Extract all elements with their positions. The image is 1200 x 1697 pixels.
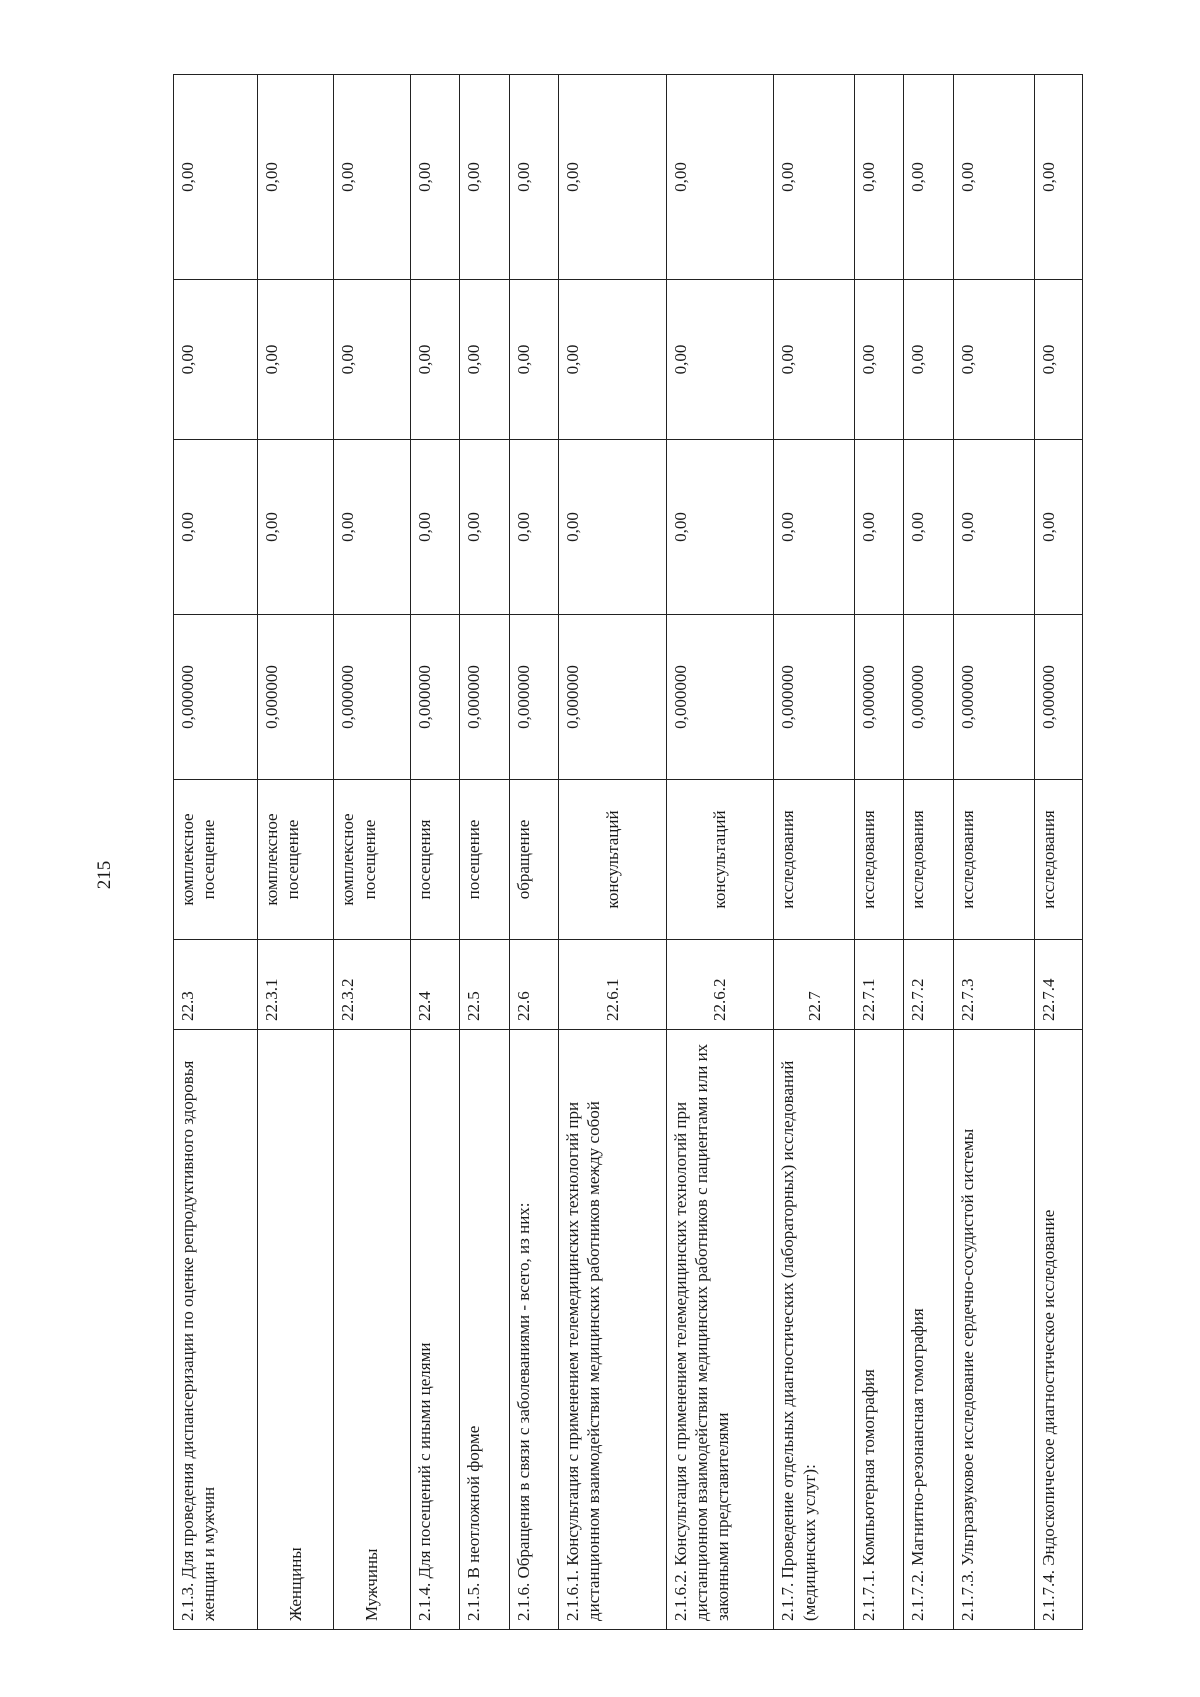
- row-value-1: 0,000000: [174, 615, 258, 780]
- row-value-1: 0,000000: [953, 615, 1034, 780]
- row-value-1: 0,000000: [258, 615, 334, 780]
- row-value-2: 0,00: [855, 440, 904, 615]
- row-name: Женщины: [258, 1030, 334, 1630]
- row-code: 22.7.2: [904, 940, 953, 1030]
- row-code: 22.7.3: [953, 940, 1034, 1030]
- row-value-4: 0,00: [666, 75, 774, 280]
- row-value-4: 0,00: [174, 75, 258, 280]
- row-name: 2.1.6.1. Консультация с применением телемедицинских технологий при дистанционном взаимодействии медицинских работников между собой: [558, 1030, 666, 1630]
- row-value-2: 0,00: [334, 440, 410, 615]
- row-unit: консультаций: [666, 780, 774, 940]
- row-unit: исследования: [855, 780, 904, 940]
- row-name: 2.1.4. Для посещений с иными целями: [410, 1030, 459, 1630]
- row-name: 2.1.6.2. Консультация с применением телемедицинских технологий при дистанционном взаимодействии медицинских работников с пациентами или их законными представителями: [666, 1030, 774, 1630]
- table-row: [410, 75, 459, 1630]
- row-value-3: 0,00: [774, 280, 855, 440]
- row-value-2: 0,00: [953, 440, 1034, 615]
- row-value-3: 0,00: [855, 280, 904, 440]
- row-name: 2.1.7.2. Магнитно-резонансная томография: [904, 1030, 953, 1630]
- row-code: 22.7.1: [855, 940, 904, 1030]
- row-value-4: 0,00: [855, 75, 904, 280]
- row-value-3: 0,00: [904, 280, 953, 440]
- row-unit: комплексное посещение: [334, 780, 410, 940]
- table-row: [334, 75, 410, 1630]
- table-row: [1034, 75, 1082, 1630]
- row-code: 22.4: [410, 940, 459, 1030]
- row-value-4: 0,00: [460, 75, 509, 280]
- row-unit: исследования: [774, 780, 855, 940]
- row-value-2: 0,00: [774, 440, 855, 615]
- row-unit: посещение: [460, 780, 509, 940]
- row-code: 22.7: [774, 940, 855, 1030]
- row-value-2: 0,00: [410, 440, 459, 615]
- row-name: 2.1.5. В неотложной форме: [460, 1030, 509, 1630]
- row-value-1: 0,000000: [855, 615, 904, 780]
- row-value-2: 0,00: [509, 440, 558, 615]
- row-code: 22.5: [460, 940, 509, 1030]
- row-value-4: 0,00: [774, 75, 855, 280]
- row-name: 2.1.7.1. Компьютерная томография: [855, 1030, 904, 1630]
- row-value-1: 0,000000: [558, 615, 666, 780]
- table-row: [855, 75, 904, 1630]
- page-number: 215: [94, 860, 115, 890]
- row-value-2: 0,00: [460, 440, 509, 615]
- row-name: 2.1.6. Обращения в связи с заболеваниями - всего, из них:: [509, 1030, 558, 1630]
- table-row: [174, 75, 258, 1630]
- row-value-2: 0,00: [174, 440, 258, 615]
- row-code: 22.6.1: [558, 940, 666, 1030]
- row-name: 2.1.7. Проведение отдельных диагностических (лабораторных) исследований (медицинских услуг):: [774, 1030, 855, 1630]
- row-value-1: 0,000000: [410, 615, 459, 780]
- row-unit: посещения: [410, 780, 459, 940]
- row-unit: обращение: [509, 780, 558, 940]
- table-row: [953, 75, 1034, 1630]
- table-row: [509, 75, 558, 1630]
- row-value-4: 0,00: [410, 75, 459, 280]
- row-value-1: 0,000000: [774, 615, 855, 780]
- row-value-4: 0,00: [334, 75, 410, 280]
- row-value-1: 0,000000: [460, 615, 509, 780]
- row-code: 22.3: [174, 940, 258, 1030]
- row-unit: комплексное посещение: [258, 780, 334, 940]
- row-code: 22.6.2: [666, 940, 774, 1030]
- row-value-3: 0,00: [334, 280, 410, 440]
- row-value-1: 0,000000: [334, 615, 410, 780]
- row-value-2: 0,00: [258, 440, 334, 615]
- row-value-1: 0,000000: [509, 615, 558, 780]
- table-row: [558, 75, 666, 1630]
- table-row: [774, 75, 855, 1630]
- row-value-3: 0,00: [410, 280, 459, 440]
- row-value-3: 0,00: [509, 280, 558, 440]
- row-name: 2.1.7.3. Ультразвуковое исследование сердечно-сосудистой системы: [953, 1030, 1034, 1630]
- table-row: [460, 75, 509, 1630]
- table-row: [666, 75, 774, 1630]
- row-unit: консультаций: [558, 780, 666, 940]
- row-value-2: 0,00: [666, 440, 774, 615]
- row-value-2: 0,00: [904, 440, 953, 615]
- row-value-3: 0,00: [258, 280, 334, 440]
- row-value-4: 0,00: [904, 75, 953, 280]
- row-value-3: 0,00: [953, 280, 1034, 440]
- row-value-2: 0,00: [558, 440, 666, 615]
- table-rotated: [173, 75, 1083, 1630]
- row-unit: исследования: [904, 780, 953, 940]
- table-body: [174, 75, 1083, 1630]
- row-value-4: 0,00: [1034, 75, 1082, 280]
- data-table: [173, 74, 1083, 1630]
- table-row: [904, 75, 953, 1630]
- row-value-4: 0,00: [509, 75, 558, 280]
- table-frame: [173, 75, 1083, 1630]
- row-value-3: 0,00: [1034, 280, 1082, 440]
- row-value-4: 0,00: [953, 75, 1034, 280]
- row-code: 22.7.4: [1034, 940, 1082, 1030]
- row-name: 2.1.3. Для проведения диспансеризации по оценке репродуктивного здоровья женщин и мужчин: [174, 1030, 258, 1630]
- row-value-1: 0,000000: [666, 615, 774, 780]
- row-value-3: 0,00: [460, 280, 509, 440]
- row-unit: исследования: [953, 780, 1034, 940]
- row-value-4: 0,00: [258, 75, 334, 280]
- row-code: 22.3.2: [334, 940, 410, 1030]
- table-row: [258, 75, 334, 1630]
- row-value-1: 0,000000: [904, 615, 953, 780]
- row-value-3: 0,00: [174, 280, 258, 440]
- row-value-3: 0,00: [666, 280, 774, 440]
- row-value-3: 0,00: [558, 280, 666, 440]
- row-name: 2.1.7.4. Эндоскопическое диагностическое исследование: [1034, 1030, 1082, 1630]
- row-unit: исследования: [1034, 780, 1082, 940]
- row-code: 22.6: [509, 940, 558, 1030]
- row-name: Мужчины: [334, 1030, 410, 1630]
- row-value-4: 0,00: [558, 75, 666, 280]
- row-unit: комплексное посещение: [174, 780, 258, 940]
- row-code: 22.3.1: [258, 940, 334, 1030]
- row-value-1: 0,000000: [1034, 615, 1082, 780]
- row-value-2: 0,00: [1034, 440, 1082, 615]
